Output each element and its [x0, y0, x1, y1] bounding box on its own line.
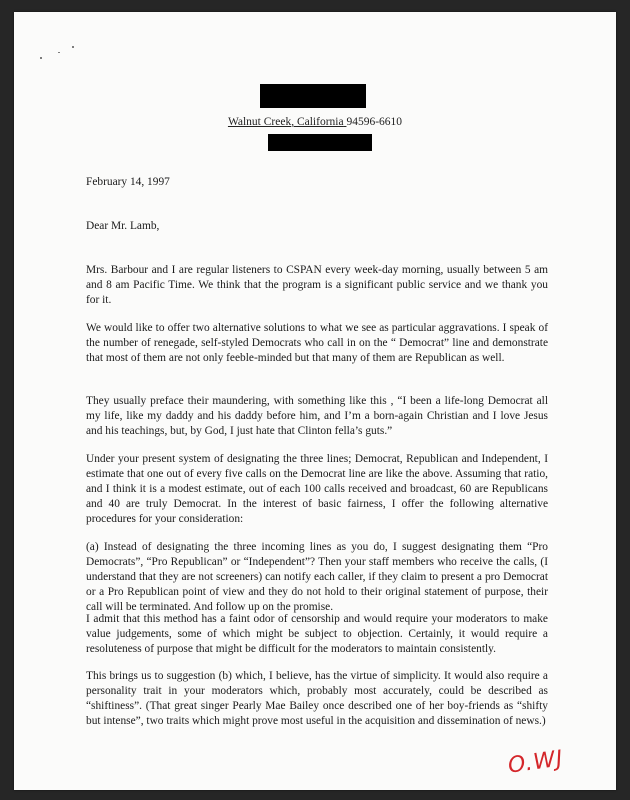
paragraph-1: Mrs. Barbour and I are regular listeners to CSPAN every week-day morning, usually between 5 am and 8 am Pacific Time. We think that the program is a significant public service and we thank you for it.: [86, 264, 548, 306]
letter-page: [14, 12, 616, 790]
paragraph-6: I admit that this method has a faint odor of censorship and would require your moderators to make value judgements, some of which might be subject to objection. Certainly, it would require a resoluteness of purpose that might be difficult for the moderators to maintain consistently.: [86, 613, 548, 655]
paragraph-2: We would like to offer two alternative solutions to what we see as particular aggravations. I speak of the number of renegade, self-styled Democrats who call in on the “ Democrat” line and demonstrate that most of them are not only feeble-minded but that many of them are Republican as well.: [86, 322, 548, 364]
paper-speck: [58, 52, 60, 53]
redaction-street: [268, 134, 372, 151]
handwritten-initials: O.WJ: [506, 746, 566, 779]
address-zip: 94596-6610: [346, 116, 403, 128]
return-address: [14, 116, 616, 128]
paper-speck: [40, 57, 42, 59]
paragraph-4: Under your present system of designating the three lines; Democrat, Republican and Independent, I estimate that one out of every five calls on the Democrat line are like the above. Assuming that ratio, and I think it is a modest estimate, out of each 100 calls received and broadcast, 60 are Republicans and 40 are truly Democrat. In the interest of basic fairness, I offer the following alternative procedures for your consideration:: [86, 453, 548, 525]
paper-speck: [72, 46, 74, 48]
address-city-line: Walnut Creek, California: [227, 116, 344, 128]
paragraph-7: This brings us to suggestion (b) which, I believe, has the virtue of simplicity. It would also require a personality trait in your moderators which, probably most accurately, could be described as “shiftiness”. (That great singer Pearly Mae Bailey once described one of her boy-friends as “shifty but intense”, two traits which might prove most useful in the acquisition and dissemination of news.): [86, 670, 548, 727]
salutation: Dear Mr. Lamb,: [86, 220, 160, 232]
paragraph-3: They usually preface their maundering, with something like this , “I been a life-long Democrat all my life, like my daddy and his daddy before him, and I’m a born-again Christian and I love Jesus and his teachings, but, by God, I just hate that Clinton fella’s guts.”: [86, 395, 548, 437]
letter-date: February 14, 1997: [86, 176, 170, 188]
redaction-name: [260, 84, 366, 108]
paragraph-5: (a) Instead of designating the three incoming lines as you do, I suggest designating them “Pro Democrats”, “Pro Republican” or “Independent”? Then your staff members who receive the calls, (I understand that they are not screeners) can notify each caller, if they claim to present a pro Democrat or a Pro Republican point of view and they do not hold to their original statement of purpose, their call will be terminated. And follow up on the promise.: [86, 541, 548, 613]
